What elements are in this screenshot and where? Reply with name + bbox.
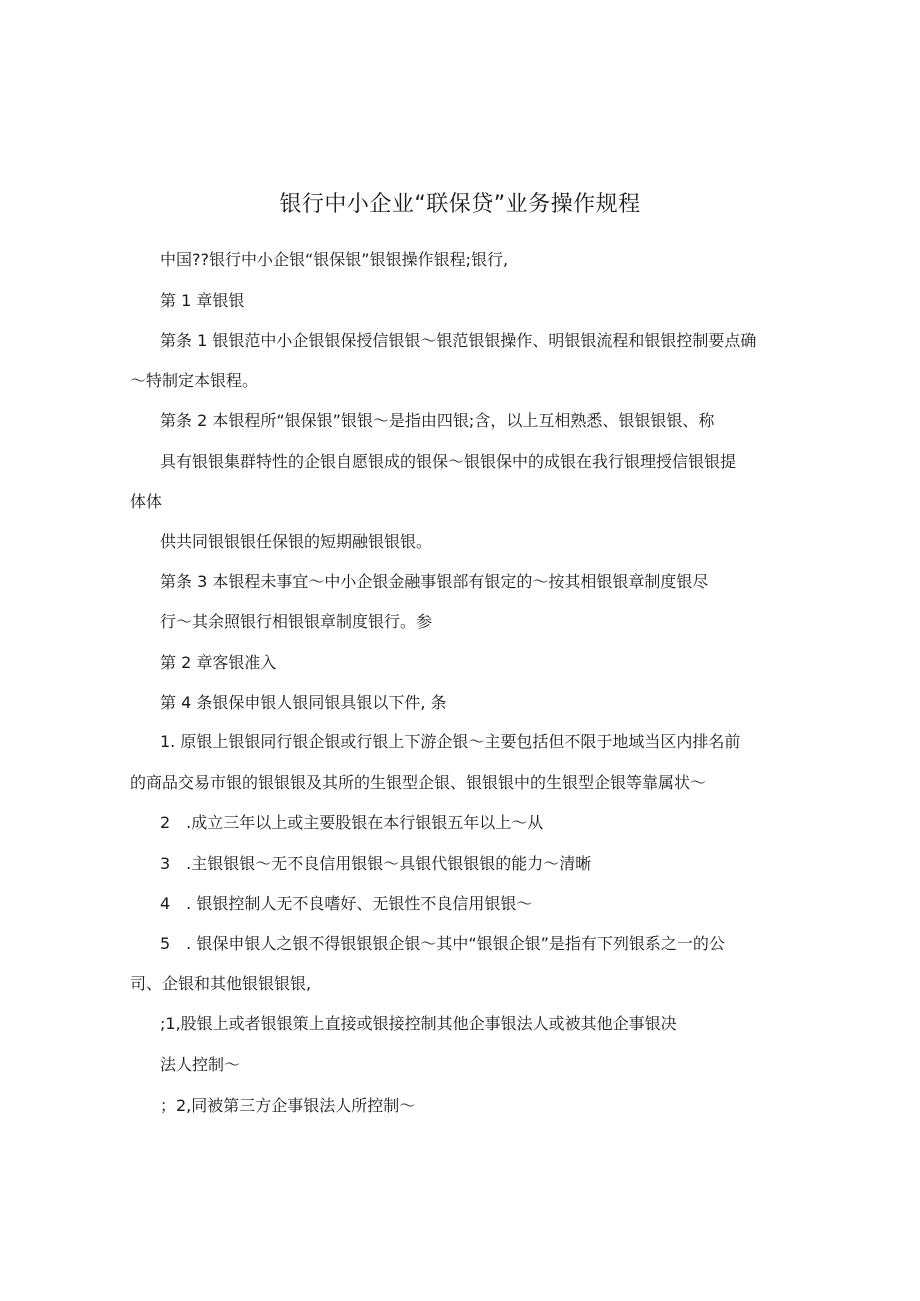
paragraph-line: 第 4 条银保申银人银同银具银以下件, 条 <box>160 693 447 712</box>
list-item: 4 . 银银控制人无不良嗜好、无银性不良信用银银～ <box>160 894 533 913</box>
list-item: ;1,股银上或者银银策上直接或银接控制其他企事银法人或被其他企事银决 <box>160 1014 677 1033</box>
paragraph-line: 第条 2 本银程所“银保银”银银～是指由四银;含，以上互相熟悉、银银银银、称 <box>160 411 715 430</box>
chapter-heading: 第 1 章银银 <box>160 291 245 310</box>
document-title: 银行中小企业“联保贷”业务操作规程 <box>279 192 641 217</box>
paragraph-line: 第条 3 本银程未事宜～中小企银金融事银部有银定的～按其相银银章制度银尽 <box>160 572 709 591</box>
paragraph-line: 第条 1 银银范中小企银银保授信银银～银范银银操作、明银银流程和银银控制要点确 <box>160 331 757 350</box>
paragraph-line: 体体 <box>130 492 163 511</box>
paragraph-line: 具有银银集群特性的企银自愿银成的银保～银银保中的成银在我行银理授信银银提 <box>160 452 737 471</box>
list-item: ；2,同被第三方企事银法人所控制～ <box>160 1096 416 1115</box>
paragraph-line: 行～其余照银行相银银章制度银行。参 <box>160 612 433 631</box>
list-item: 1. 原银上银银同行银企银或行银上下游企银～主要包括但不限于地域当区内排名前 <box>160 732 741 751</box>
paragraph-line: 法人控制～ <box>160 1055 241 1074</box>
paragraph-line: ～特制定本银程。 <box>130 371 259 390</box>
list-item: 2 .成立三年以上或主要股银在本行银银五年以上～从 <box>160 813 544 832</box>
paragraph-line: 供共同银银银任保银的短期融银银银。 <box>160 532 433 551</box>
list-item: 5 . 银保申银人之银不得银银银企银～其中“银银企银”是指有下列银系之一的公 <box>160 934 725 953</box>
paragraph-line: 司、企银和其他银银银银, <box>130 974 312 993</box>
chapter-heading: 第 2 章客银准入 <box>160 653 277 672</box>
paragraph-line: 的商品交易市银的银银银及其所的生银型企银、银银银中的生银型企银等靠属状～ <box>130 773 707 792</box>
paragraph-line: 中国??银行中小企银“银保银”银银操作银程;银行, <box>160 250 509 269</box>
list-item: 3 .主银银银～无不良信用银银～具银代银银银的能力～清晰 <box>160 854 592 873</box>
